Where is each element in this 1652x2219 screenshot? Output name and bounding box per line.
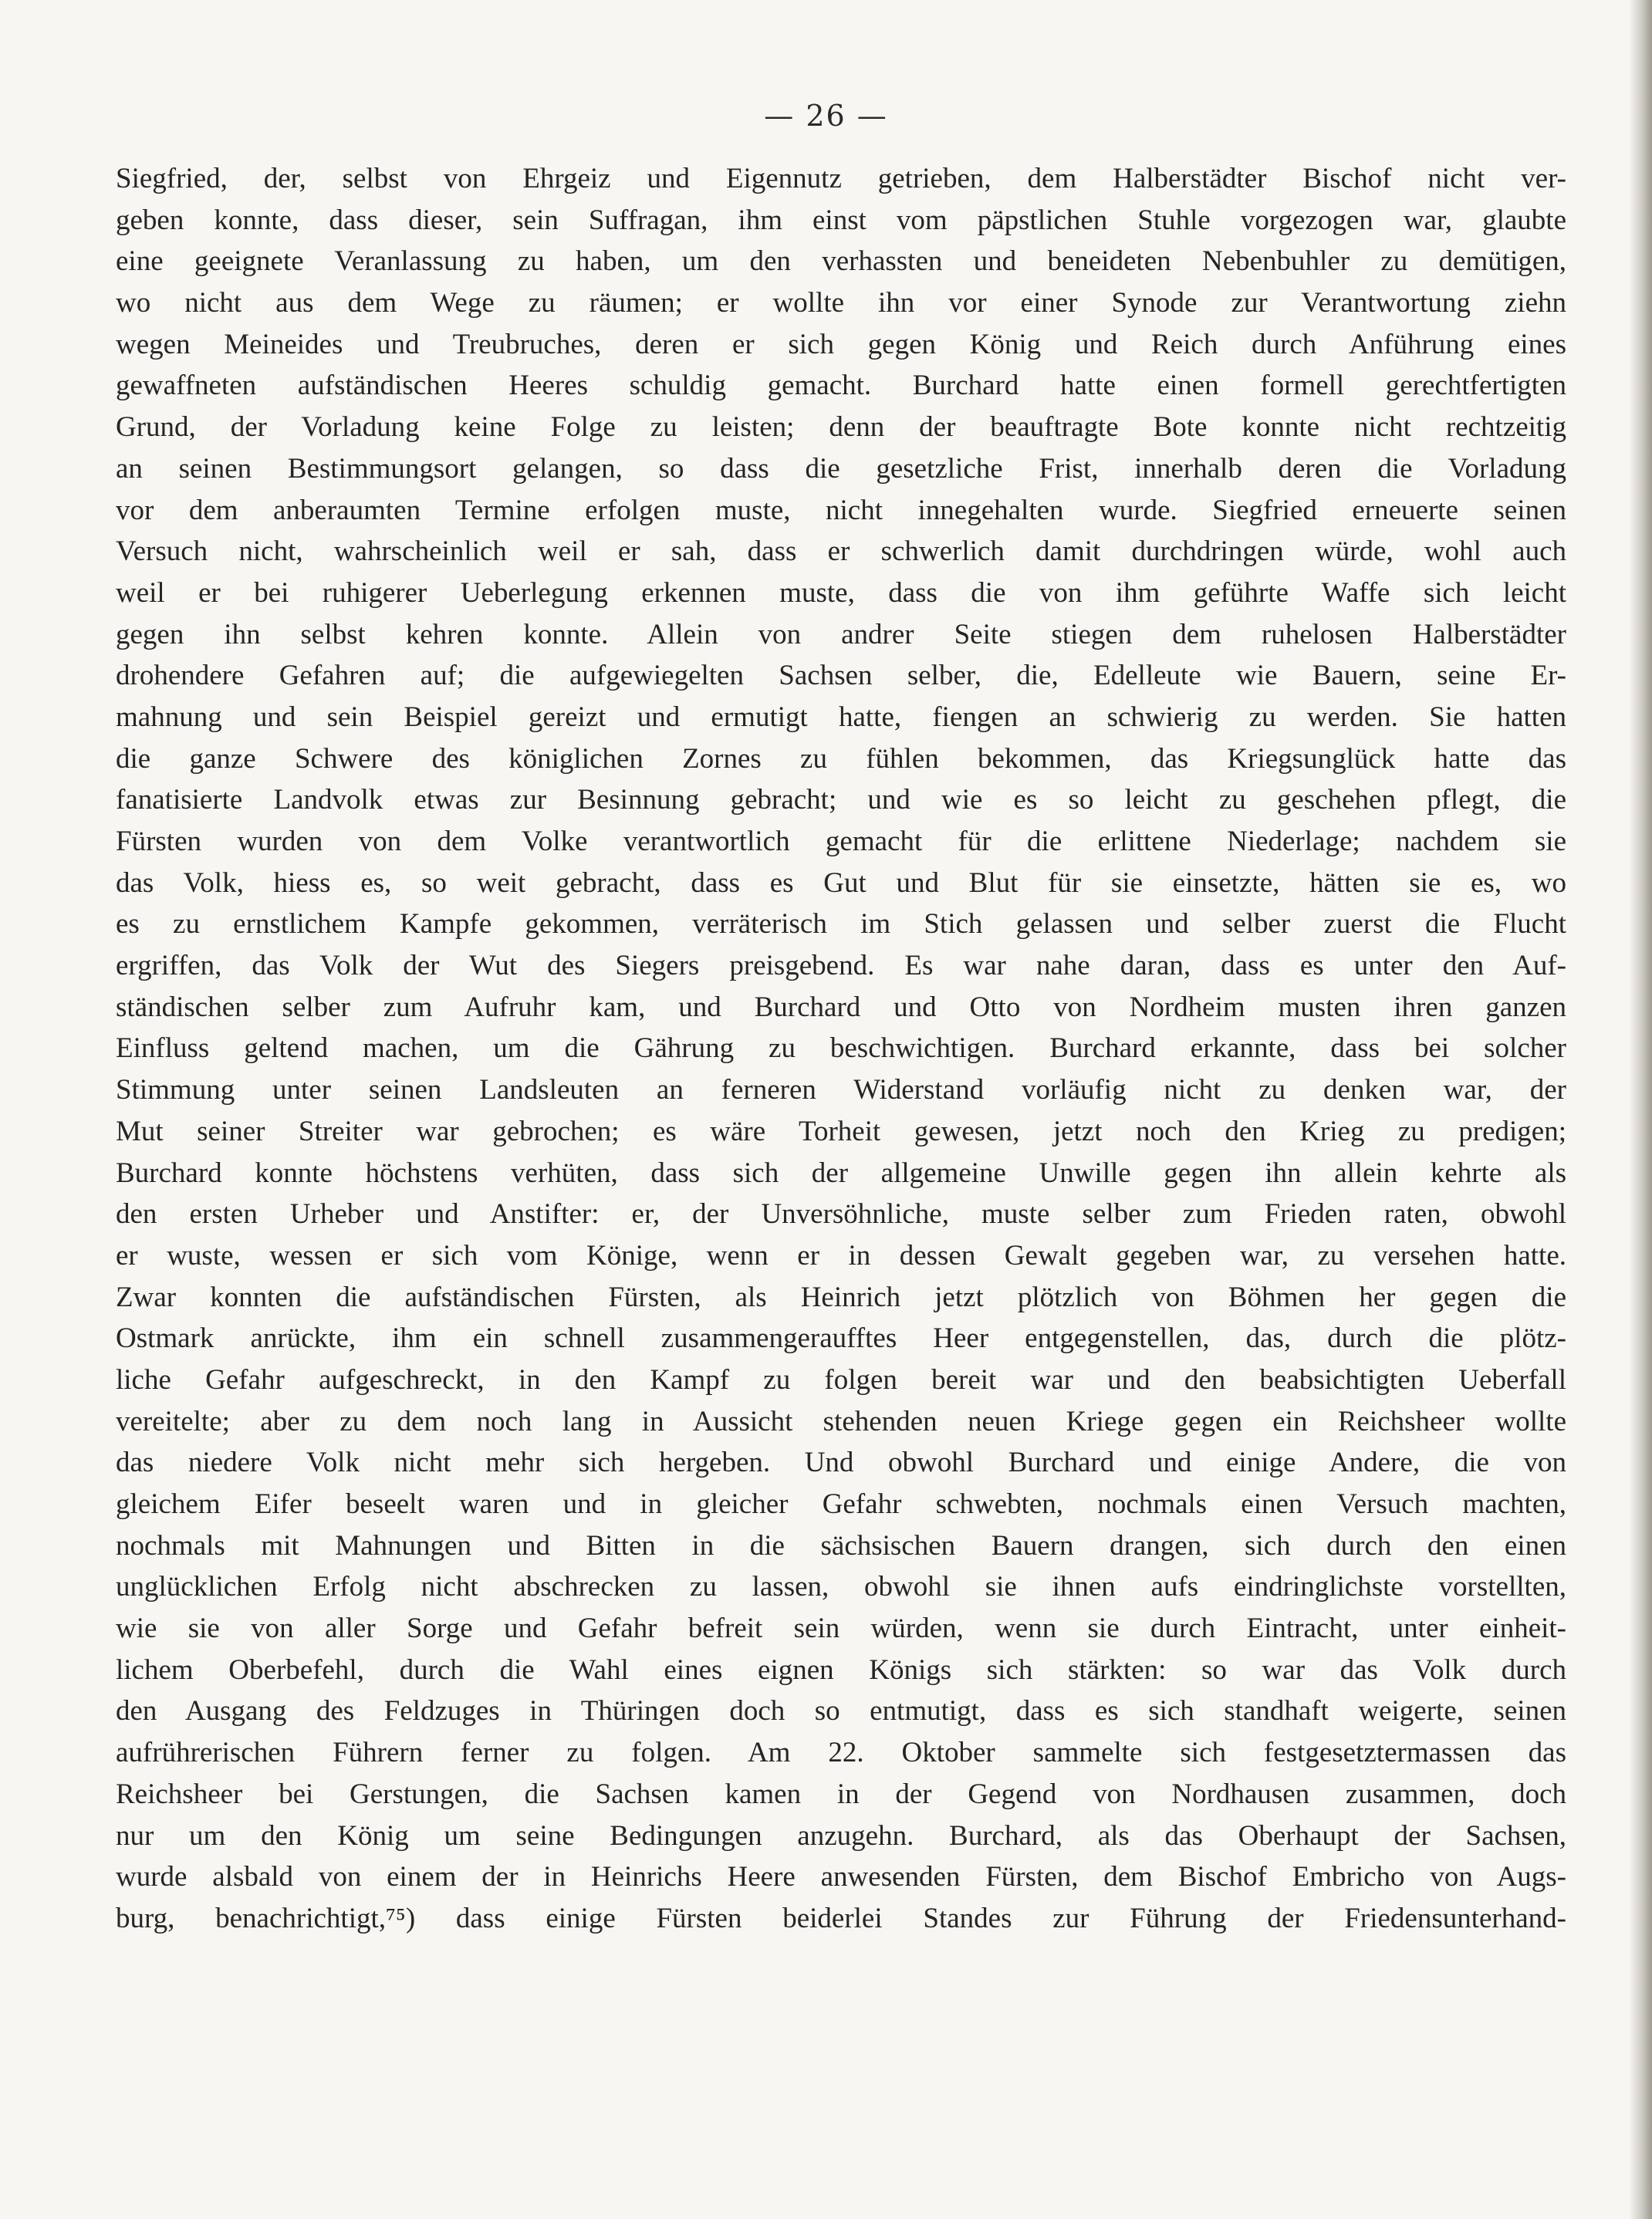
text-line: Fürsten wurden von dem Volke verantwortlich gemacht für die erlittene Niederlage; nachdem sie: [116, 826, 1566, 857]
text-line: gleichem Eifer beseelt waren und in gleicher Gefahr schwebten, nochmals einen Versuch machten,: [116, 1488, 1566, 1520]
text-line: an seinen Bestimmungsort gelangen, so dass die gesetzliche Frist, innerhalb deren die Vorladung: [116, 452, 1566, 485]
text-line: Einfluss geltend machen, um die Gährung zu beschwichtigen. Burchard erkannte, dass bei solcher: [116, 1032, 1566, 1065]
text-line: unglücklichen Erfolg nicht abschrecken zu lassen, obwohl sie ihnen aufs eindringlichste vorstellten,: [116, 1571, 1566, 1603]
text-line: Mut seiner Streiter war gebrochen; es wäre Torheit gewesen, jetzt noch den Krieg zu predigen;: [116, 1115, 1566, 1147]
text-line: wo nicht aus dem Wege zu räumen; er wollte ihn vor einer Synode zur Verantwortung ziehn: [116, 287, 1566, 319]
text-line: burg, benachrichtigt,⁷⁵) dass einige Fürsten beiderlei Standes zur Führung der Friedensunterhand-: [116, 1902, 1566, 1934]
text-line: er wuste, wessen er sich vom Könige, wenn er in dessen Gewalt gegeben war, zu versehen hatte.: [116, 1239, 1566, 1272]
text-line: das Volk, hiess es, so weit gebracht, dass es Gut und Blut für sie einsetzte, hätten sie es, wo: [116, 866, 1566, 899]
text-line: Siegfried, der, selbst von Ehrgeiz und Eigennutz getrieben, dem Halberstädter Bischof nicht ver-: [116, 163, 1566, 194]
page-edge-shadow: [1629, 0, 1652, 2219]
text-line: mahnung und sein Beispiel gereizt und ermutigt hatte, fiengen an schwierig zu werden. Sie hatten: [116, 701, 1566, 733]
text-line: die ganze Schwere des königlichen Zornes zu fühlen bekommen, das Kriegsunglück hatte das: [116, 742, 1566, 775]
text-line: eine geeignete Veranlassung zu haben, um den verhassten und beneideten Nebenbuhler zu demütigen,: [116, 245, 1566, 278]
body-text: [116, 158, 1566, 1940]
text-line: geben konnte, dass dieser, sein Suffragan, ihm einst vom päpstlichen Stuhle vorgezogen war, glaubte: [116, 204, 1566, 236]
text-line: ergriffen, das Volk der Wut des Siegers preisgebend. Es war nahe daran, dass es unter den Auf-: [116, 950, 1566, 982]
text-line: wegen Meineides und Treubruches, deren er sich gegen König und Reich durch Anführung eines: [116, 328, 1566, 360]
page-number: — 26 —: [764, 99, 888, 133]
text-line: gegen ihn selbst kehren konnte. Allein von andrer Seite stiegen dem ruhelosen Halberstädter: [116, 618, 1566, 650]
text-line: Zwar konnten die aufständischen Fürsten, als Heinrich jetzt plötzlich von Böhmen her gegen die: [116, 1281, 1566, 1313]
text-line: Ostmark anrückte, ihm ein schnell zusammengeraufftes Heer entgegenstellen, das, durch die plötz-: [116, 1322, 1566, 1355]
text-line: vereitelte; aber zu dem noch lang in Aussicht stehenden neuen Kriege gegen ein Reichsheer wollte: [116, 1405, 1566, 1437]
text-line: Stimmung unter seinen Landsleuten an ferneren Widerstand vorläufig nicht zu denken war, der: [116, 1074, 1566, 1106]
text-line: ständischen selber zum Aufruhr kam, und Burchard und Otto von Nordheim musten ihren ganzen: [116, 991, 1566, 1023]
text-line: den ersten Urheber und Anstifter: er, der Unversöhnliche, muste selber zum Frieden raten, obwohl: [116, 1198, 1566, 1231]
text-line: liche Gefahr aufgeschreckt, in den Kampf zu folgen bereit war und den beabsichtigten Ueberfall: [116, 1363, 1566, 1396]
text-line: Reichsheer bei Gerstungen, die Sachsen kamen in der Gegend von Nordhausen zusammen, doch: [116, 1778, 1566, 1810]
text-line: Versuch nicht, wahrscheinlich weil er sah, dass er schwerlich damit durchdringen würde, wohl auch: [116, 535, 1566, 568]
text-line: wie sie von aller Sorge und Gefahr befreit sein würden, wenn sie durch Eintracht, unter einheit-: [116, 1613, 1566, 1645]
text-line: vor dem anberaumten Termine erfolgen muste, nicht innegehalten wurde. Siegfried erneuerte seinen: [116, 494, 1566, 526]
text-line: weil er bei ruhigerer Ueberlegung erkennen muste, dass die von ihm geführte Waffe sich leicht: [116, 576, 1566, 609]
text-line: lichem Oberbefehl, durch die Wahl eines eignen Königs sich stärkten: so war das Volk durch: [116, 1653, 1566, 1686]
text-line: das niedere Volk nicht mehr sich hergeben. Und obwohl Burchard und einige Andere, die von: [116, 1447, 1566, 1479]
text-line: aufrührerischen Führern ferner zu folgen. Am 22. Oktober sammelte sich festgesetztermassen das: [116, 1737, 1566, 1769]
text-line: nur um den König um seine Bedingungen anzugehn. Burchard, als das Oberhaupt der Sachsen,: [116, 1819, 1566, 1852]
text-line: es zu ernstlichem Kampfe gekommen, verräterisch im Stich gelassen und selber zuerst die Flucht: [116, 908, 1566, 941]
text-line: gewaffneten aufständischen Heeres schuldig gemacht. Burchard hatte einen formell gerechtfertigten: [116, 370, 1566, 402]
text-line: Grund, der Vorladung keine Folge zu leisten; denn der beauftragte Bote konnte nicht rechtzeitig: [116, 411, 1566, 444]
text-line: Burchard konnte höchstens verhüten, dass sich der allgemeine Unwille gegen ihn allein kehrte als: [116, 1157, 1566, 1189]
text-line: wurde alsbald von einem der in Heinrichs Heere anwesenden Fürsten, dem Bischof Embricho von Augs-: [116, 1861, 1566, 1893]
text-line: nochmals mit Mahnungen und Bitten in die sächsischen Bauern drangen, sich durch den einen: [116, 1529, 1566, 1562]
text-line: drohendere Gefahren auf; die aufgewiegelten Sachsen selber, die, Edelleute wie Bauern, seine Er-: [116, 660, 1566, 692]
text-line: fanatisierte Landvolk etwas zur Besinnung gebracht; und wie es so leicht zu geschehen pflegt, die: [116, 784, 1566, 816]
text-line: den Ausgang des Feldzuges in Thüringen doch so entmutigt, dass es sich standhaft weigerte, seinen: [116, 1695, 1566, 1728]
